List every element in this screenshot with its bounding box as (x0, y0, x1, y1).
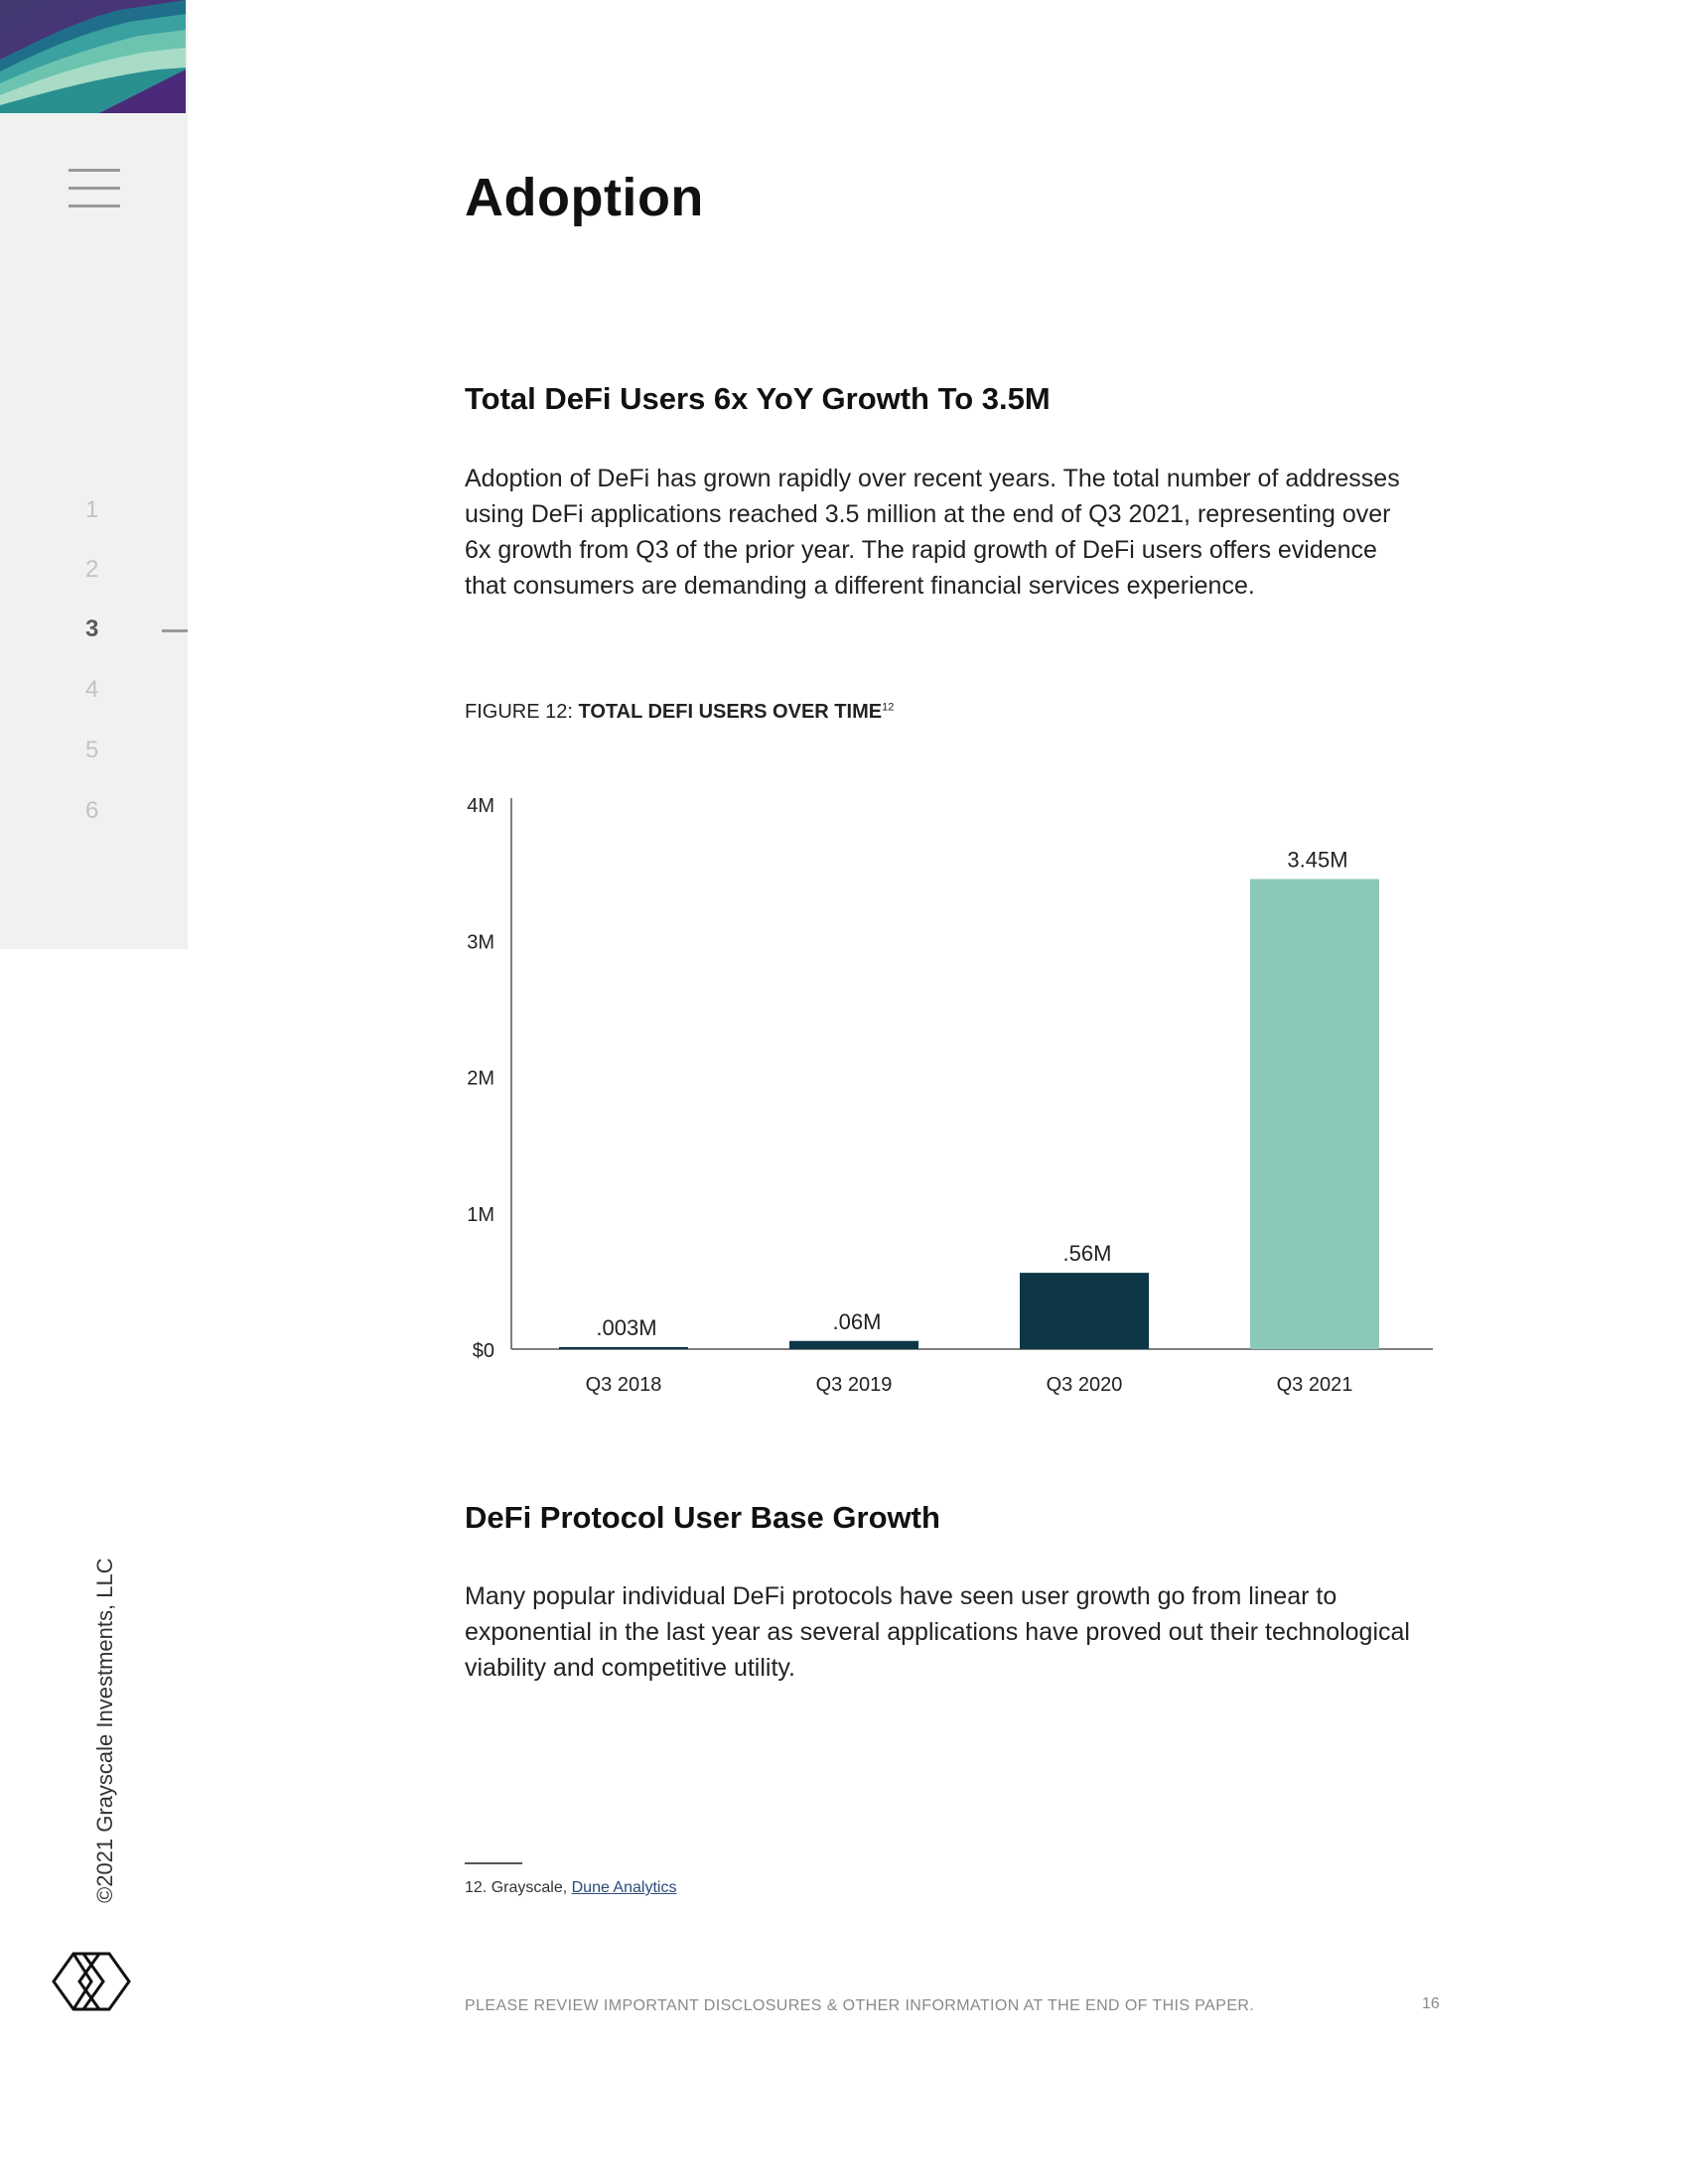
sidebar (0, 0, 188, 949)
footnote-text: Grayscale, (491, 1879, 572, 1896)
bar-value-label: .56M (1062, 1241, 1112, 1267)
x-tick-label: Q3 2019 (815, 1374, 893, 1396)
x-tick-label: Q3 2021 (1276, 1374, 1353, 1396)
cover-art-image (0, 0, 186, 113)
page-title: Adoption (465, 168, 704, 227)
footnote (465, 1879, 676, 1897)
section-nav-item-4[interactable]: 4 (85, 676, 99, 703)
section-nav-item-1[interactable]: 1 (85, 496, 99, 523)
x-tick-label: Q3 2020 (1046, 1374, 1123, 1396)
bar (789, 1341, 918, 1349)
y-tick-label: 4M (467, 795, 494, 817)
bar (559, 1347, 688, 1349)
section-nav-item-6[interactable]: 6 (85, 797, 99, 824)
disclosure-footer: PLEASE REVIEW IMPORTANT DISCLOSURES & OTHER INFORMATION AT THE END OF THIS PAPER. (465, 1997, 1255, 2014)
paragraph-adoption: Adoption of DeFi has grown rapidly over recent years. The total number of addresses using DeFi applications reached 3.5 million at the end of Q3 2021, representing over 6x growth from Q3 of the prior year. The rapid growth of DeFi users offers evidence that consumers are demanding a different financial services experience. (465, 465, 1400, 600)
footnote-number: 12. (465, 1879, 492, 1896)
page-number: 16 (1422, 1995, 1440, 2012)
bar-value-label: .003M (596, 1315, 657, 1340)
hamburger-menu-icon[interactable] (69, 169, 120, 208)
bar-value-label: .06M (832, 1308, 882, 1334)
section-nav-item-5[interactable]: 5 (85, 737, 99, 763)
grayscale-logo-icon (52, 1944, 131, 2019)
figure-caption-title: TOTAL DEFI USERS OVER TIME (578, 701, 883, 723)
copyright-text: ©2021 Grayscale Investments, LLC (92, 1558, 117, 1903)
x-tick-label: Q3 2018 (585, 1374, 662, 1396)
chart-svg (465, 774, 1458, 1410)
bar-value-label: 3.45M (1287, 847, 1348, 873)
bar (1020, 1273, 1149, 1349)
bar (1250, 879, 1379, 1349)
y-tick-label: 3M (467, 931, 494, 954)
footnote-divider (465, 1862, 522, 1864)
y-tick-label: $0 (472, 1340, 494, 1362)
section-nav-item-2[interactable]: 2 (85, 556, 99, 583)
active-section-marker (162, 629, 188, 632)
section-heading-protocol-growth: DeFi Protocol User Base Growth (465, 1500, 940, 1535)
section-nav-item-3[interactable]: 3 (85, 615, 99, 642)
section-heading-total-users: Total DeFi Users 6x YoY Growth To 3.5M (465, 381, 1051, 416)
figure-caption (465, 701, 894, 724)
y-tick-label: 1M (467, 1203, 494, 1226)
paragraph-protocol-growth: Many popular individual DeFi protocols have seen user growth go from linear to exponential in the last year as several applications have proved out their technological viability and competitive utility. (465, 1582, 1410, 1682)
figure-caption-prefix: FIGURE 12: (465, 701, 579, 723)
y-tick-label: 2M (467, 1067, 494, 1090)
figure-footnote-ref[interactable]: 12 (882, 701, 895, 714)
defi-users-bar-chart (465, 774, 1458, 1410)
footnote-link-dune-analytics[interactable]: Dune Analytics (571, 1879, 677, 1896)
